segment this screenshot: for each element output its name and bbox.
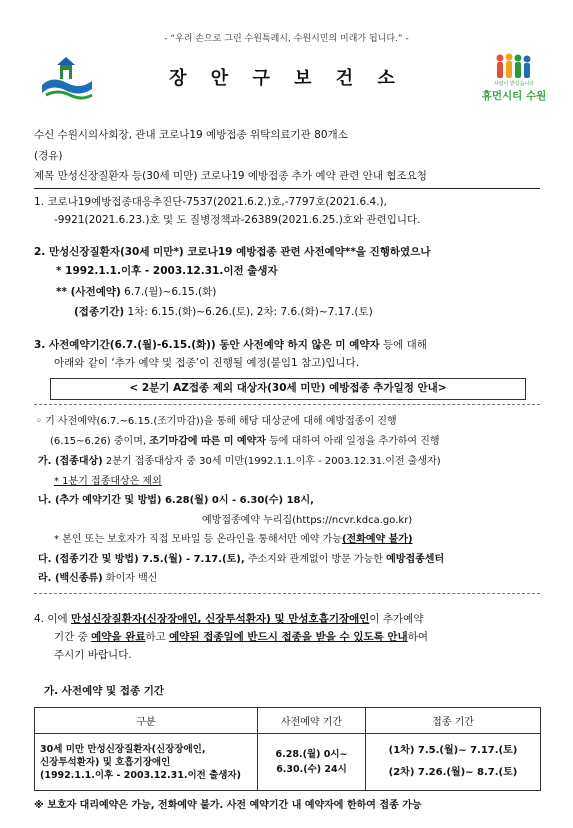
box-p2-a: (6.15~6.26) 중이며, [50,436,150,447]
vaccination-period: 1차: 6.15.(화)~6.26.(토), 2차: 7.6.(화)~7.17.(토) [127,306,373,318]
box-p9 [38,572,157,586]
item4-l2-d: 예약된 접종일에 반드시 접종을 받을 수 있도록 안내 [169,631,408,643]
item4-line3: 주시기 바랍니다. [54,649,132,661]
prereg-line2: 6.30.(수) 24시 [276,764,347,775]
box-p3 [38,455,441,469]
item4-l2-e: 하여 [407,631,428,643]
via: (경유) [34,150,63,162]
box-p1-text: 기 사전예약(6.7.~6.15.(조기마감))을 통해 해당 대상군에 대해 예방접종이 진행 [45,416,397,427]
item2-line1: 2. 만성신장질환자(30세 미만*) 코로나19 예방접종 관련 사전예약**을 진행하였으나 [34,246,431,258]
table-header-category: 구분 [35,708,258,734]
box-p8-b: 주소지와 관계없이 방문 가능한 [244,554,387,565]
item4-line2 [54,630,428,644]
item2-line4 [74,305,373,319]
item2-line3 [56,285,216,299]
section-heading: 가. 사전예약 및 접종 기간 [44,685,165,697]
box-p2-b: 조기마감에 따른 미 예약자 [149,436,266,447]
box-p6: 예방접종예약 누리집(https://ncvr.kdca.go.kr) [202,515,413,526]
item3-rest: 등에 대해 [379,339,427,351]
box-p7 [54,533,413,547]
box-p2 [50,435,440,449]
category-line1: 30세 미만 만성신장질환자(신장장애인, [40,743,206,755]
box-p5: 나. (추가 예약기간 및 방법) 6.28(월) 0시 - 6.30(수) 18시, [38,495,314,506]
item1-line1: 1. 코로나19예방접종대응추진단-7537(2021.6.2.)호,-7797호(2021.6.4.), [34,196,387,208]
box-p1: ◦ 기 사전예약(6.7.~6.15.(조기마감))을 통해 해당 대상군에 대해 예방접종이 진행 [36,416,397,427]
human-city-suwon-logo [478,52,550,106]
table-header-vaccination: 접종 기간 [366,708,541,734]
slogan: - “우리 손으로 그린 수원특례시, 수원시민의 미래가 됩니다.” - [164,34,409,44]
item3-line2: 아래와 같이 ‘추가 예약 및 접종’이 진행될 예정(붙임1 참고)입니다. [54,357,360,369]
box-p3-a: 가. (접종대상) [38,456,103,467]
box-p9-b: 화이자 백신 [102,573,158,584]
item4-l2-b: 예약을 완료 [91,631,146,643]
subject: 제목 만성신장질환자 등(30세 미만) 코로나19 예방접종 추가 예약 관련 안내 협조요청 [34,170,427,182]
preregistration-label: ** (사전예약) [56,286,121,298]
box-p8 [38,553,444,567]
preregistration-period: 6.7.(월)~6.15.(화) [124,286,217,298]
box-p4: * 1분기 접종대상은 제외 [54,476,162,487]
item4-l2-c: 하고 [145,631,170,643]
vaccination-period-label: (접종기간) [74,306,125,318]
category-line3: (1992.1.1.이후 - 2003.12.31.이전 출생자) [40,769,241,781]
box-p3-b: 2분기 접종대상자 중 30세 미만(1992.1.1.이후 - 2003.12.31.이전 출생자) [102,456,441,467]
document-title: 장 안 구 보 건 소 [169,68,404,89]
item4-l2-a: 기간 중 [54,631,92,643]
table-cell-prereg [258,734,366,791]
box-p2-c: 등에 대하여 아래 일정을 추가하여 진행 [265,436,440,447]
item3-line1 [34,338,427,352]
divider [34,188,540,189]
item1-line2: -9921(2021.6.23.)호 및 도 질병정책과-26389(2021.6.25.)호와 관련입니다. [54,214,421,226]
box-p7-a: * 본인 또는 보호자가 직접 모바일 등 온라인을 통해서만 예약 가능 [54,534,342,545]
item4-line1 [34,612,423,626]
table-cell-category [35,734,258,791]
vaccination-line2: (2차) 7.26.(월)~ 8.7.(토) [388,767,518,778]
box-p9-a: 라. (백신종류) [38,573,103,584]
table-row [35,734,541,791]
table-header-prereg: 사전예약 기간 [258,708,366,734]
recipient: 수신 수원시의사회장, 관내 코로나19 예방접종 위탁의료기관 80개소 [34,129,348,141]
table-cell-vaccination [366,734,541,791]
people-icon [478,52,550,82]
vaccination-line1: (1차) 7.5.(월)~ 7.17.(토) [388,745,518,756]
footnote: ※ 보호자 대리예약은 가능, 전화예약 불가. 사전 예약기간 내 예약자에 한하여 접종 가능 [34,800,422,811]
brand-tagline: 사람이 반갑습니다 [493,81,535,87]
prereg-line1: 6.28.(월) 0시~ [275,749,348,760]
brand-name: 휴먼시티 수원 [481,90,547,102]
category-line2: 신장투석환자) 및 호흡기장애인 [40,756,171,768]
schedule-table [34,707,541,791]
item4-l1-b: 만성신장질환자(신장장애인, 신장투석환자) 및 만성호흡기장애인 [70,613,370,625]
box-p8-a: 다. (접종기간 및 방법) 7.5.(월) - 7.17.(토), [38,554,245,565]
item4-l1-c: 이 추가예약 [369,613,424,625]
item4-l1-a: 4. 이에 [34,613,71,625]
box-p8-c: 예방접종센터 [386,554,445,565]
schedule-box-title: < 2분기 AZ접종 제외 대상자(30세 미만) 예방접종 추가일정 안내> [129,382,447,394]
box-p7-b: (전화예약 불가) [341,534,413,545]
item3-emphasis: 3. 사전예약기간(6.7.(월)-6.15.(화)) 동안 사전예약 하지 않은 미 예약자 [34,339,380,351]
table-header-row [35,708,541,734]
item2-line2: * 1992.1.1.이후 - 2003.12.31.이전 출생자 [56,265,278,277]
